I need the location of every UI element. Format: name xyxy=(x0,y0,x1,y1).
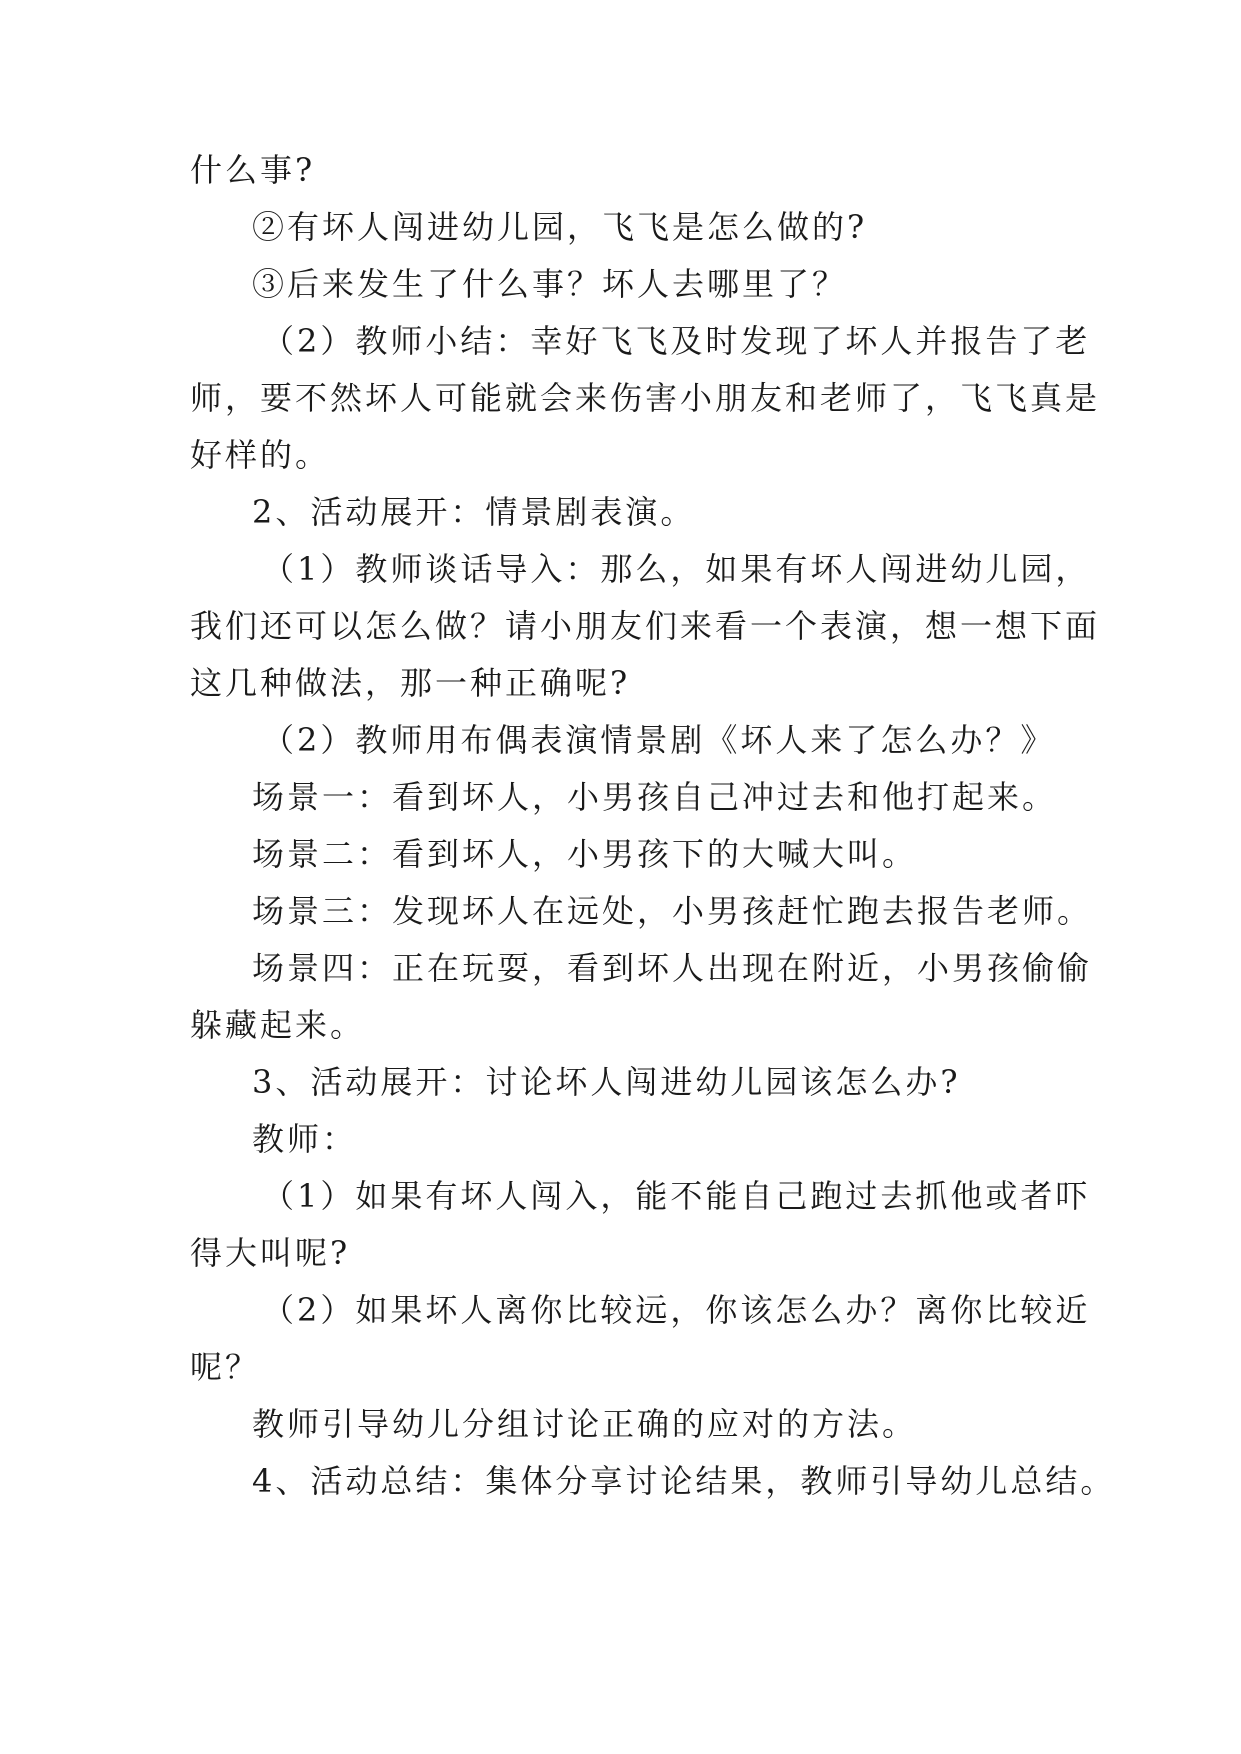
text-line: 场景三：发现坏人在远处，小男孩赶忙跑去报告老师。 xyxy=(252,892,1093,930)
text-line: （2）如果坏人离你比较远，你该怎么办？离你比较近 xyxy=(262,1291,1091,1329)
text-line: ③后来发生了什么事？坏人去哪里了？ xyxy=(252,265,848,303)
text-line: 场景四：正在玩耍，看到坏人出现在附近，小男孩偷偷 xyxy=(252,949,1093,987)
text-line: ②有坏人闯进幼儿园，飞飞是怎么做的? xyxy=(252,208,868,246)
text-line: （1）教师谈话导入：那么，如果有坏人闯进幼儿园， xyxy=(262,550,1091,588)
text-line: 好样的。 xyxy=(190,436,331,474)
text-line: （2）教师用布偶表演情景剧《坏人来了怎么办？》 xyxy=(262,721,1056,759)
text-line: （2）教师小结：幸好飞飞及时发现了坏人并报告了老 xyxy=(262,322,1091,360)
text-line: 2、活动展开：情景剧表演。 xyxy=(252,493,696,531)
text-line: 场景一：看到坏人，小男孩自己冲过去和他打起来。 xyxy=(252,778,1058,816)
text-line: 什么事? xyxy=(190,151,316,189)
text-line: 这几种做法，那一种正确呢? xyxy=(190,664,631,702)
text-line: 4、活动总结：集体分享讨论结果，教师引导幼儿总结。 xyxy=(252,1462,1116,1500)
text-line: 3、活动展开：讨论坏人闯进幼儿园该怎么办? xyxy=(252,1063,961,1101)
text-line: 教师引导幼儿分组讨论正确的应对的方法。 xyxy=(252,1405,918,1443)
text-line: （1）如果有坏人闯入，能不能自己跑过去抓他或者吓 xyxy=(262,1177,1091,1215)
text-line: 我们还可以怎么做？请小朋友们来看一个表演，想一想下面 xyxy=(190,607,1101,645)
text-line: 躲藏起来。 xyxy=(190,1006,366,1044)
text-line: 呢？ xyxy=(190,1348,261,1386)
text-line: 教师： xyxy=(252,1120,358,1158)
text-line: 场景二：看到坏人，小男孩下的大喊大叫。 xyxy=(252,835,918,873)
text-line: 得大叫呢? xyxy=(190,1234,351,1272)
text-line: 师，要不然坏人可能就会来伤害小朋友和老师了，飞飞真是 xyxy=(190,379,1101,417)
